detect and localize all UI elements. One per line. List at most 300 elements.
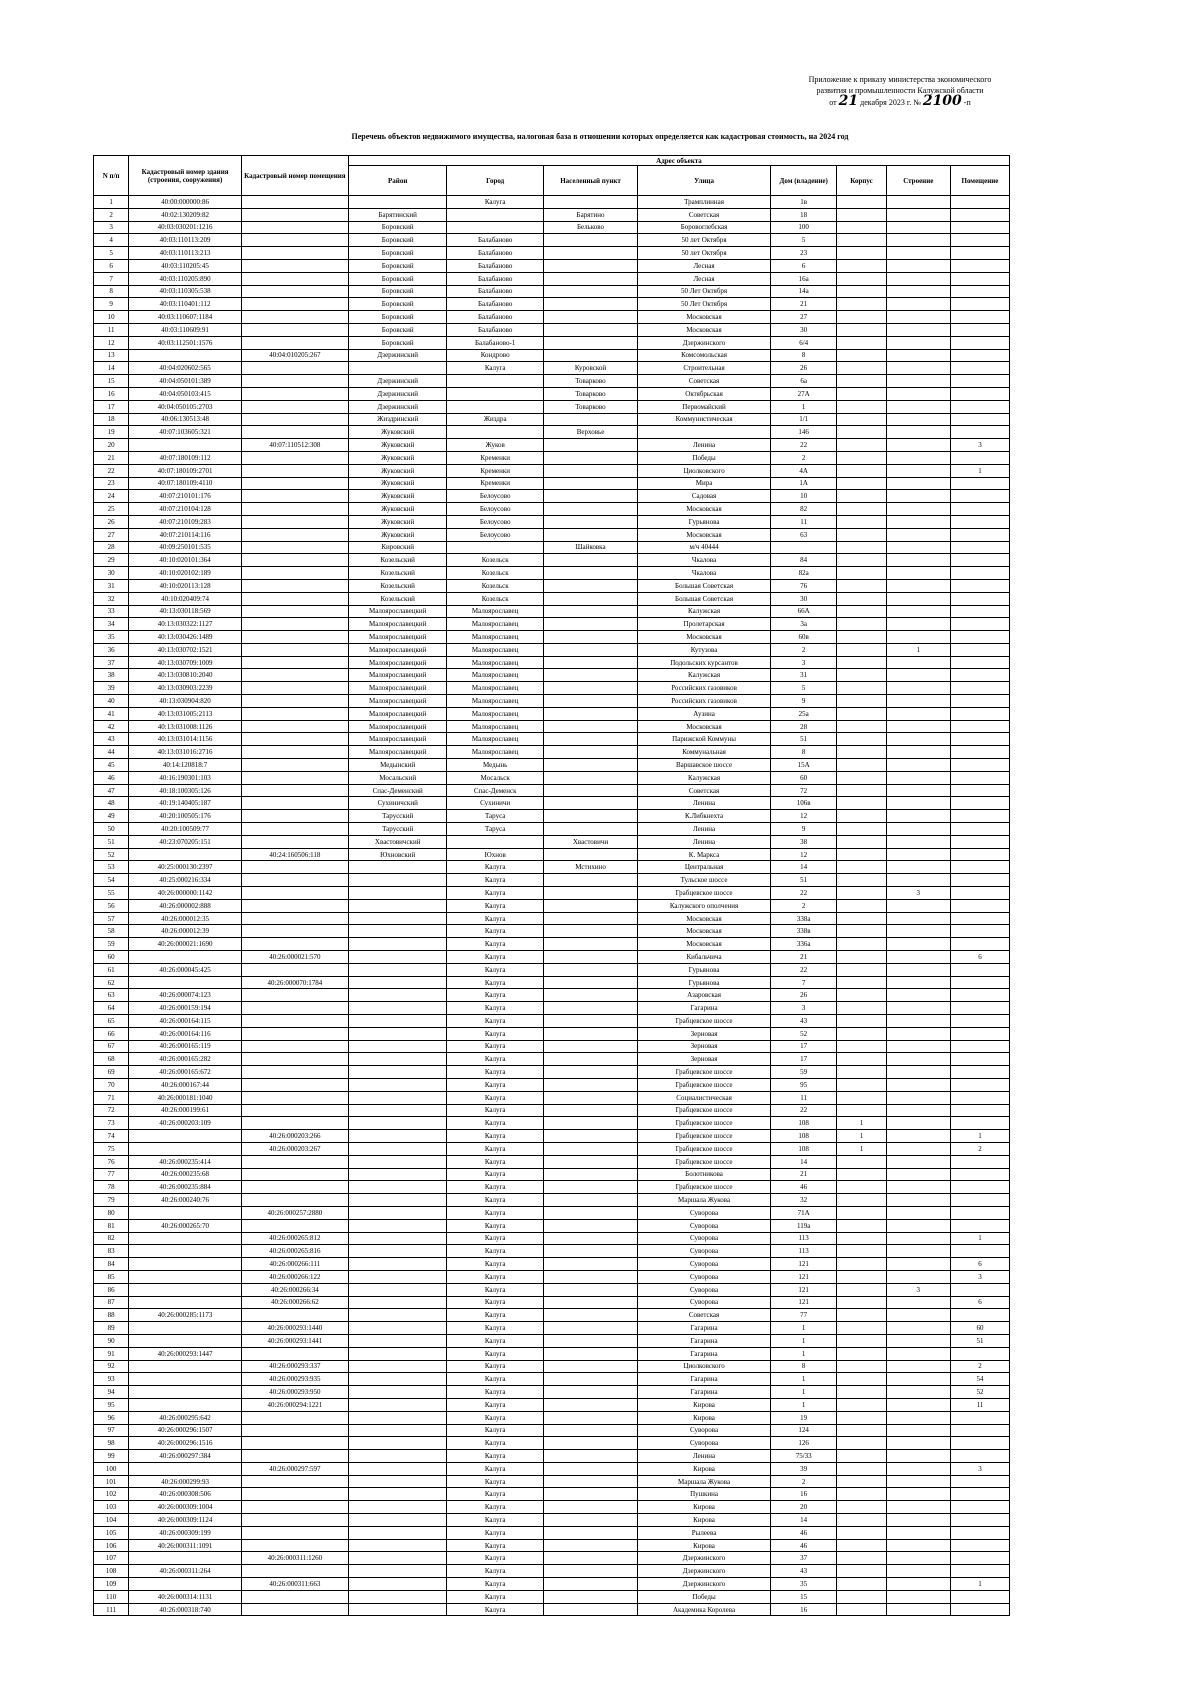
cell-building-cadastral: 40:16:190301:103: [129, 771, 241, 784]
cell-building-cadastral: 40:26:000309:1004: [129, 1501, 241, 1514]
cell-city: Калуга: [447, 887, 543, 900]
cell-street: Грабцевское шоссе: [638, 1142, 771, 1155]
table-row: [94, 1488, 1010, 1501]
cell-num: 48: [94, 797, 129, 810]
col-room: Помещение: [950, 166, 1009, 196]
cell-korpus: [837, 592, 886, 605]
cell-building-cadastral: 40:04:020602:565: [129, 362, 241, 375]
table-row: [94, 1104, 1010, 1117]
cell-building-cadastral: 40:07:210101:176: [129, 490, 241, 503]
cell-building-cadastral: 40:26:000164:116: [129, 1027, 241, 1040]
cell-street: Чкалова: [638, 554, 771, 567]
cell-premise-cadastral: [241, 1066, 348, 1079]
cell-building-cadastral: 40:13:031016:2716: [129, 746, 241, 759]
cell-street: Ленина: [638, 797, 771, 810]
cell-num: 111: [94, 1603, 129, 1616]
cell-stroenie: [886, 196, 950, 209]
cell-premise-cadastral: [241, 1015, 348, 1028]
cell-premise-cadastral: [241, 477, 348, 490]
cell-premise-cadastral: 40:26:000266:122: [241, 1270, 348, 1283]
cell-stroenie: [886, 1270, 950, 1283]
cell-city: Спас-Деменск: [447, 784, 543, 797]
cell-num: 42: [94, 720, 129, 733]
cell-building-cadastral: 40:13:030118:569: [129, 605, 241, 618]
cell-korpus: [837, 528, 886, 541]
cell-settlement: [543, 643, 637, 656]
cell-room: 3: [950, 439, 1009, 452]
cell-korpus: [837, 1424, 886, 1437]
cell-building-cadastral: 40:26:000265:70: [129, 1219, 241, 1232]
col-district: Район: [348, 166, 447, 196]
cell-korpus: [837, 439, 886, 452]
cell-korpus: [837, 835, 886, 848]
cell-district: [348, 1206, 447, 1219]
cell-stroenie: [886, 1360, 950, 1373]
cell-district: [348, 1437, 447, 1450]
cell-district: [348, 1168, 447, 1181]
cell-house: 1: [770, 1322, 836, 1335]
cell-street: Грабцевское шоссе: [638, 887, 771, 900]
cell-street: Суворова: [638, 1424, 771, 1437]
cell-settlement: Верховье: [543, 426, 637, 439]
cell-house: 1А: [770, 477, 836, 490]
cell-korpus: [837, 1270, 886, 1283]
col-settlement: Населенный пункт: [543, 166, 637, 196]
cell-settlement: [543, 1206, 637, 1219]
cell-street: Советская: [638, 1309, 771, 1322]
cell-premise-cadastral: [241, 707, 348, 720]
cell-num: 6: [94, 259, 129, 272]
cell-street: Грабцевское шоссе: [638, 1078, 771, 1091]
cell-korpus: [837, 362, 886, 375]
cell-city: Белоусово: [447, 515, 543, 528]
cell-room: [950, 605, 1009, 618]
cell-settlement: [543, 810, 637, 823]
cell-room: [950, 1411, 1009, 1424]
cell-settlement: [543, 682, 637, 695]
cell-room: [950, 631, 1009, 644]
cell-city: Калуга: [447, 1091, 543, 1104]
cell-stroenie: [886, 323, 950, 336]
cell-house: 31: [770, 669, 836, 682]
cell-room: [950, 387, 1009, 400]
cell-house: 26: [770, 989, 836, 1002]
table-row: [94, 247, 1010, 260]
table-row: [94, 733, 1010, 746]
cell-korpus: [837, 259, 886, 272]
cell-premise-cadastral: [241, 1091, 348, 1104]
cell-house: 14: [770, 861, 836, 874]
cell-korpus: [837, 451, 886, 464]
cell-stroenie: [886, 554, 950, 567]
cell-building-cadastral: 40:03:110401:112: [129, 298, 241, 311]
cell-building-cadastral: 40:26:000165:672: [129, 1066, 241, 1079]
cell-house: 121: [770, 1283, 836, 1296]
cell-district: [348, 976, 447, 989]
cell-settlement: [543, 1219, 637, 1232]
cell-street: Большая Советская: [638, 592, 771, 605]
cell-house: 52: [770, 1027, 836, 1040]
cell-num: 8: [94, 285, 129, 298]
cell-settlement: [543, 848, 637, 861]
cell-street: Советская: [638, 784, 771, 797]
table-row: [94, 234, 1010, 247]
cell-premise-cadastral: [241, 515, 348, 528]
cell-house: 35: [770, 1578, 836, 1591]
cell-building-cadastral: [129, 1552, 241, 1565]
cell-street: Кирова: [638, 1501, 771, 1514]
cell-settlement: [543, 1309, 637, 1322]
table-row: [94, 1258, 1010, 1271]
cell-num: 31: [94, 579, 129, 592]
cell-korpus: 1: [837, 1117, 886, 1130]
cell-num: 59: [94, 938, 129, 951]
cell-premise-cadastral: 40:26:000203:266: [241, 1130, 348, 1143]
cell-building-cadastral: 40:04:050101:389: [129, 375, 241, 388]
cell-district: Малоярославецкий: [348, 631, 447, 644]
cell-korpus: 1: [837, 1142, 886, 1155]
cell-district: [348, 196, 447, 209]
cell-settlement: [543, 1578, 637, 1591]
cell-district: [348, 925, 447, 938]
cell-building-cadastral: 40:10:020102:189: [129, 567, 241, 580]
cell-num: 30: [94, 567, 129, 580]
cell-room: [950, 349, 1009, 362]
cell-room: [950, 272, 1009, 285]
cell-street: Калужская: [638, 669, 771, 682]
cell-building-cadastral: 40:13:031008:1126: [129, 720, 241, 733]
cell-district: [348, 1053, 447, 1066]
table-row: [94, 464, 1010, 477]
table-row: [94, 400, 1010, 413]
cell-room: 2: [950, 1142, 1009, 1155]
cell-settlement: [543, 413, 637, 426]
cell-num: 13: [94, 349, 129, 362]
table-row: [94, 835, 1010, 848]
cell-korpus: [837, 1245, 886, 1258]
table-row: [94, 554, 1010, 567]
cell-premise-cadastral: [241, 874, 348, 887]
cell-premise-cadastral: [241, 797, 348, 810]
cell-building-cadastral: [129, 976, 241, 989]
cell-room: [950, 912, 1009, 925]
cell-premise-cadastral: [241, 1590, 348, 1603]
cell-korpus: [837, 208, 886, 221]
cell-house: 8: [770, 349, 836, 362]
table-row: [94, 196, 1010, 209]
cell-premise-cadastral: [241, 567, 348, 580]
cell-street: Московская: [638, 631, 771, 644]
cell-premise-cadastral: [241, 1168, 348, 1181]
cell-settlement: [543, 1539, 637, 1552]
cell-settlement: [543, 1015, 637, 1028]
table-row: [94, 1296, 1010, 1309]
cell-district: Дзержинский: [348, 375, 447, 388]
cell-district: [348, 1130, 447, 1143]
cell-num: 69: [94, 1066, 129, 1079]
cell-stroenie: [886, 1078, 950, 1091]
cell-room: [950, 413, 1009, 426]
cell-district: [348, 362, 447, 375]
cell-settlement: [543, 554, 637, 567]
cell-settlement: [543, 963, 637, 976]
table-row: [94, 1501, 1010, 1514]
cell-city: Калуга: [447, 196, 543, 209]
cell-street: [638, 426, 771, 439]
cell-district: [348, 963, 447, 976]
cell-premise-cadastral: [241, 746, 348, 759]
cell-premise-cadastral: [241, 323, 348, 336]
cell-premise-cadastral: [241, 631, 348, 644]
cell-num: 3: [94, 221, 129, 234]
cell-stroenie: [886, 1373, 950, 1386]
cell-stroenie: 1: [886, 643, 950, 656]
cell-korpus: [837, 1539, 886, 1552]
cell-num: 40: [94, 695, 129, 708]
cell-house: 108: [770, 1142, 836, 1155]
cell-room: [950, 976, 1009, 989]
cell-room: [950, 1603, 1009, 1616]
cell-street: Калужская: [638, 771, 771, 784]
cell-num: 9: [94, 298, 129, 311]
cell-premise-cadastral: [241, 554, 348, 567]
cell-korpus: [837, 976, 886, 989]
cell-num: 49: [94, 810, 129, 823]
cell-district: [348, 912, 447, 925]
cell-room: 2: [950, 1360, 1009, 1373]
cell-room: [950, 285, 1009, 298]
cell-korpus: [837, 1283, 886, 1296]
cell-korpus: [837, 1578, 886, 1591]
cell-premise-cadastral: 40:26:000293:950: [241, 1386, 348, 1399]
cell-room: 52: [950, 1386, 1009, 1399]
cell-district: [348, 1117, 447, 1130]
cell-settlement: [543, 1283, 637, 1296]
cell-room: [950, 1181, 1009, 1194]
cell-premise-cadastral: [241, 1424, 348, 1437]
cell-district: [348, 1219, 447, 1232]
cell-building-cadastral: 40:26:000012:35: [129, 912, 241, 925]
cell-settlement: [543, 579, 637, 592]
cell-street: Гагарина: [638, 1002, 771, 1015]
cell-city: Малоярославец: [447, 669, 543, 682]
cell-settlement: [543, 1526, 637, 1539]
cell-street: К. Маркса: [638, 848, 771, 861]
cell-premise-cadastral: [241, 503, 348, 516]
cell-stroenie: [886, 1296, 950, 1309]
cell-num: 45: [94, 759, 129, 772]
cell-stroenie: [886, 336, 950, 349]
table-row: [94, 1245, 1010, 1258]
cell-num: 41: [94, 707, 129, 720]
cell-premise-cadastral: [241, 426, 348, 439]
cell-building-cadastral: 40:13:030903:2239: [129, 682, 241, 695]
cell-building-cadastral: [129, 1206, 241, 1219]
cell-room: [950, 746, 1009, 759]
cell-district: Малоярославецкий: [348, 643, 447, 656]
cell-district: [348, 1181, 447, 1194]
cell-house: 26: [770, 362, 836, 375]
cell-stroenie: [886, 515, 950, 528]
cell-district: [348, 1475, 447, 1488]
cell-building-cadastral: 40:13:030904:820: [129, 695, 241, 708]
table-row: [94, 362, 1010, 375]
cell-house: 39: [770, 1462, 836, 1475]
cell-city: Калуга: [447, 874, 543, 887]
cell-room: 60: [950, 1322, 1009, 1335]
cell-room: [950, 1117, 1009, 1130]
cell-district: Жуковский: [348, 515, 447, 528]
cell-building-cadastral: 40:26:000012:39: [129, 925, 241, 938]
cell-num: 81: [94, 1219, 129, 1232]
table-row: [94, 797, 1010, 810]
cell-house: 60: [770, 771, 836, 784]
cell-house: 17: [770, 1040, 836, 1053]
cell-house: 12: [770, 810, 836, 823]
cell-building-cadastral: 40:03:030201:1216: [129, 221, 241, 234]
cell-stroenie: [886, 1066, 950, 1079]
cell-city: [447, 221, 543, 234]
cell-house: 2: [770, 899, 836, 912]
cell-city: Калуга: [447, 1514, 543, 1527]
cell-stroenie: [886, 1142, 950, 1155]
cell-premise-cadastral: [241, 835, 348, 848]
cell-city: Калуга: [447, 1078, 543, 1091]
cell-street: Комсомольская: [638, 349, 771, 362]
cell-num: 61: [94, 963, 129, 976]
cell-house: 9: [770, 823, 836, 836]
cell-korpus: [837, 1258, 886, 1271]
cell-stroenie: [886, 733, 950, 746]
cell-district: Боровский: [348, 247, 447, 260]
cell-settlement: [543, 1104, 637, 1117]
cell-building-cadastral: 40:25:000216:334: [129, 874, 241, 887]
cell-street: Грабцевское шоссе: [638, 1155, 771, 1168]
cell-district: Жуковский: [348, 464, 447, 477]
cell-street: Циолковского: [638, 464, 771, 477]
cell-district: [348, 1386, 447, 1399]
cell-settlement: [543, 1565, 637, 1578]
cell-settlement: [543, 464, 637, 477]
cell-stroenie: [886, 490, 950, 503]
cell-settlement: [543, 1475, 637, 1488]
cell-building-cadastral: 40:06:130513:48: [129, 413, 241, 426]
cell-stroenie: [886, 707, 950, 720]
cell-stroenie: [886, 1309, 950, 1322]
cell-house: 59: [770, 1066, 836, 1079]
cell-room: [950, 861, 1009, 874]
cell-num: 1: [94, 196, 129, 209]
cell-house: 21: [770, 298, 836, 311]
cell-stroenie: [886, 234, 950, 247]
cell-num: 68: [94, 1053, 129, 1066]
cell-premise-cadastral: [241, 784, 348, 797]
cell-num: 38: [94, 669, 129, 682]
cell-district: [348, 1539, 447, 1552]
cell-district: Сухиничский: [348, 797, 447, 810]
table-row: [94, 1130, 1010, 1143]
cell-building-cadastral: 40:26:000311:1091: [129, 1539, 241, 1552]
cell-house: 23: [770, 247, 836, 260]
cell-settlement: Товарково: [543, 387, 637, 400]
table-row: [94, 541, 1010, 554]
table-row: [94, 618, 1010, 631]
cell-city: Калуга: [447, 1386, 543, 1399]
table-row: [94, 1578, 1010, 1591]
cell-district: [348, 1270, 447, 1283]
cell-num: 23: [94, 477, 129, 490]
cell-building-cadastral: 40:26:000299:93: [129, 1475, 241, 1488]
cell-street: Варшавское шоссе: [638, 759, 771, 772]
cell-premise-cadastral: [241, 1027, 348, 1040]
cell-korpus: [837, 1040, 886, 1053]
cell-street: Дзержинского: [638, 1565, 771, 1578]
cell-settlement: [543, 938, 637, 951]
cell-num: 77: [94, 1168, 129, 1181]
cell-korpus: [837, 247, 886, 260]
cell-city: Калуга: [447, 1194, 543, 1207]
cell-street: Кирова: [638, 1514, 771, 1527]
cell-street: Суворова: [638, 1206, 771, 1219]
cell-premise-cadastral: [241, 272, 348, 285]
cell-street: Суворова: [638, 1283, 771, 1296]
cell-room: [950, 323, 1009, 336]
cell-room: [950, 1526, 1009, 1539]
cell-korpus: [837, 1002, 886, 1015]
cell-building-cadastral: 40:00:000000:86: [129, 196, 241, 209]
cell-premise-cadastral: [241, 1219, 348, 1232]
cell-premise-cadastral: [241, 285, 348, 298]
cell-settlement: [543, 1181, 637, 1194]
cell-premise-cadastral: [241, 720, 348, 733]
cell-stroenie: [886, 1104, 950, 1117]
cell-stroenie: [886, 579, 950, 592]
cell-korpus: [837, 490, 886, 503]
cell-room: [950, 362, 1009, 375]
cell-house: 27: [770, 311, 836, 324]
cell-city: Мосальск: [447, 771, 543, 784]
cell-stroenie: [886, 1386, 950, 1399]
cell-district: Малоярославецкий: [348, 682, 447, 695]
cell-street: Зерновая: [638, 1040, 771, 1053]
cell-room: [950, 720, 1009, 733]
table-row: [94, 1066, 1010, 1079]
cell-num: 2: [94, 208, 129, 221]
order-line-1: Приложение к приказу министерства экономического: [808, 75, 992, 84]
cell-num: 25: [94, 503, 129, 516]
cell-building-cadastral: 40:07:180109:112: [129, 451, 241, 464]
cell-stroenie: [886, 1424, 950, 1437]
cell-district: [348, 1373, 447, 1386]
cell-room: [950, 874, 1009, 887]
cell-settlement: [543, 1373, 637, 1386]
cell-settlement: [543, 976, 637, 989]
cell-street: Тульское шоссе: [638, 874, 771, 887]
cell-premise-cadastral: [241, 1194, 348, 1207]
cell-district: [348, 1578, 447, 1591]
cell-house: 21: [770, 951, 836, 964]
cell-korpus: [837, 1206, 886, 1219]
col-address-group: Адрес объекта: [348, 156, 1009, 166]
cell-korpus: [837, 1526, 886, 1539]
cell-room: [950, 1552, 1009, 1565]
cell-building-cadastral: 40:26:000000:1142: [129, 887, 241, 900]
table-row: [94, 1091, 1010, 1104]
cell-korpus: [837, 618, 886, 631]
cell-room: [950, 848, 1009, 861]
cell-stroenie: [886, 605, 950, 618]
cell-room: [950, 400, 1009, 413]
